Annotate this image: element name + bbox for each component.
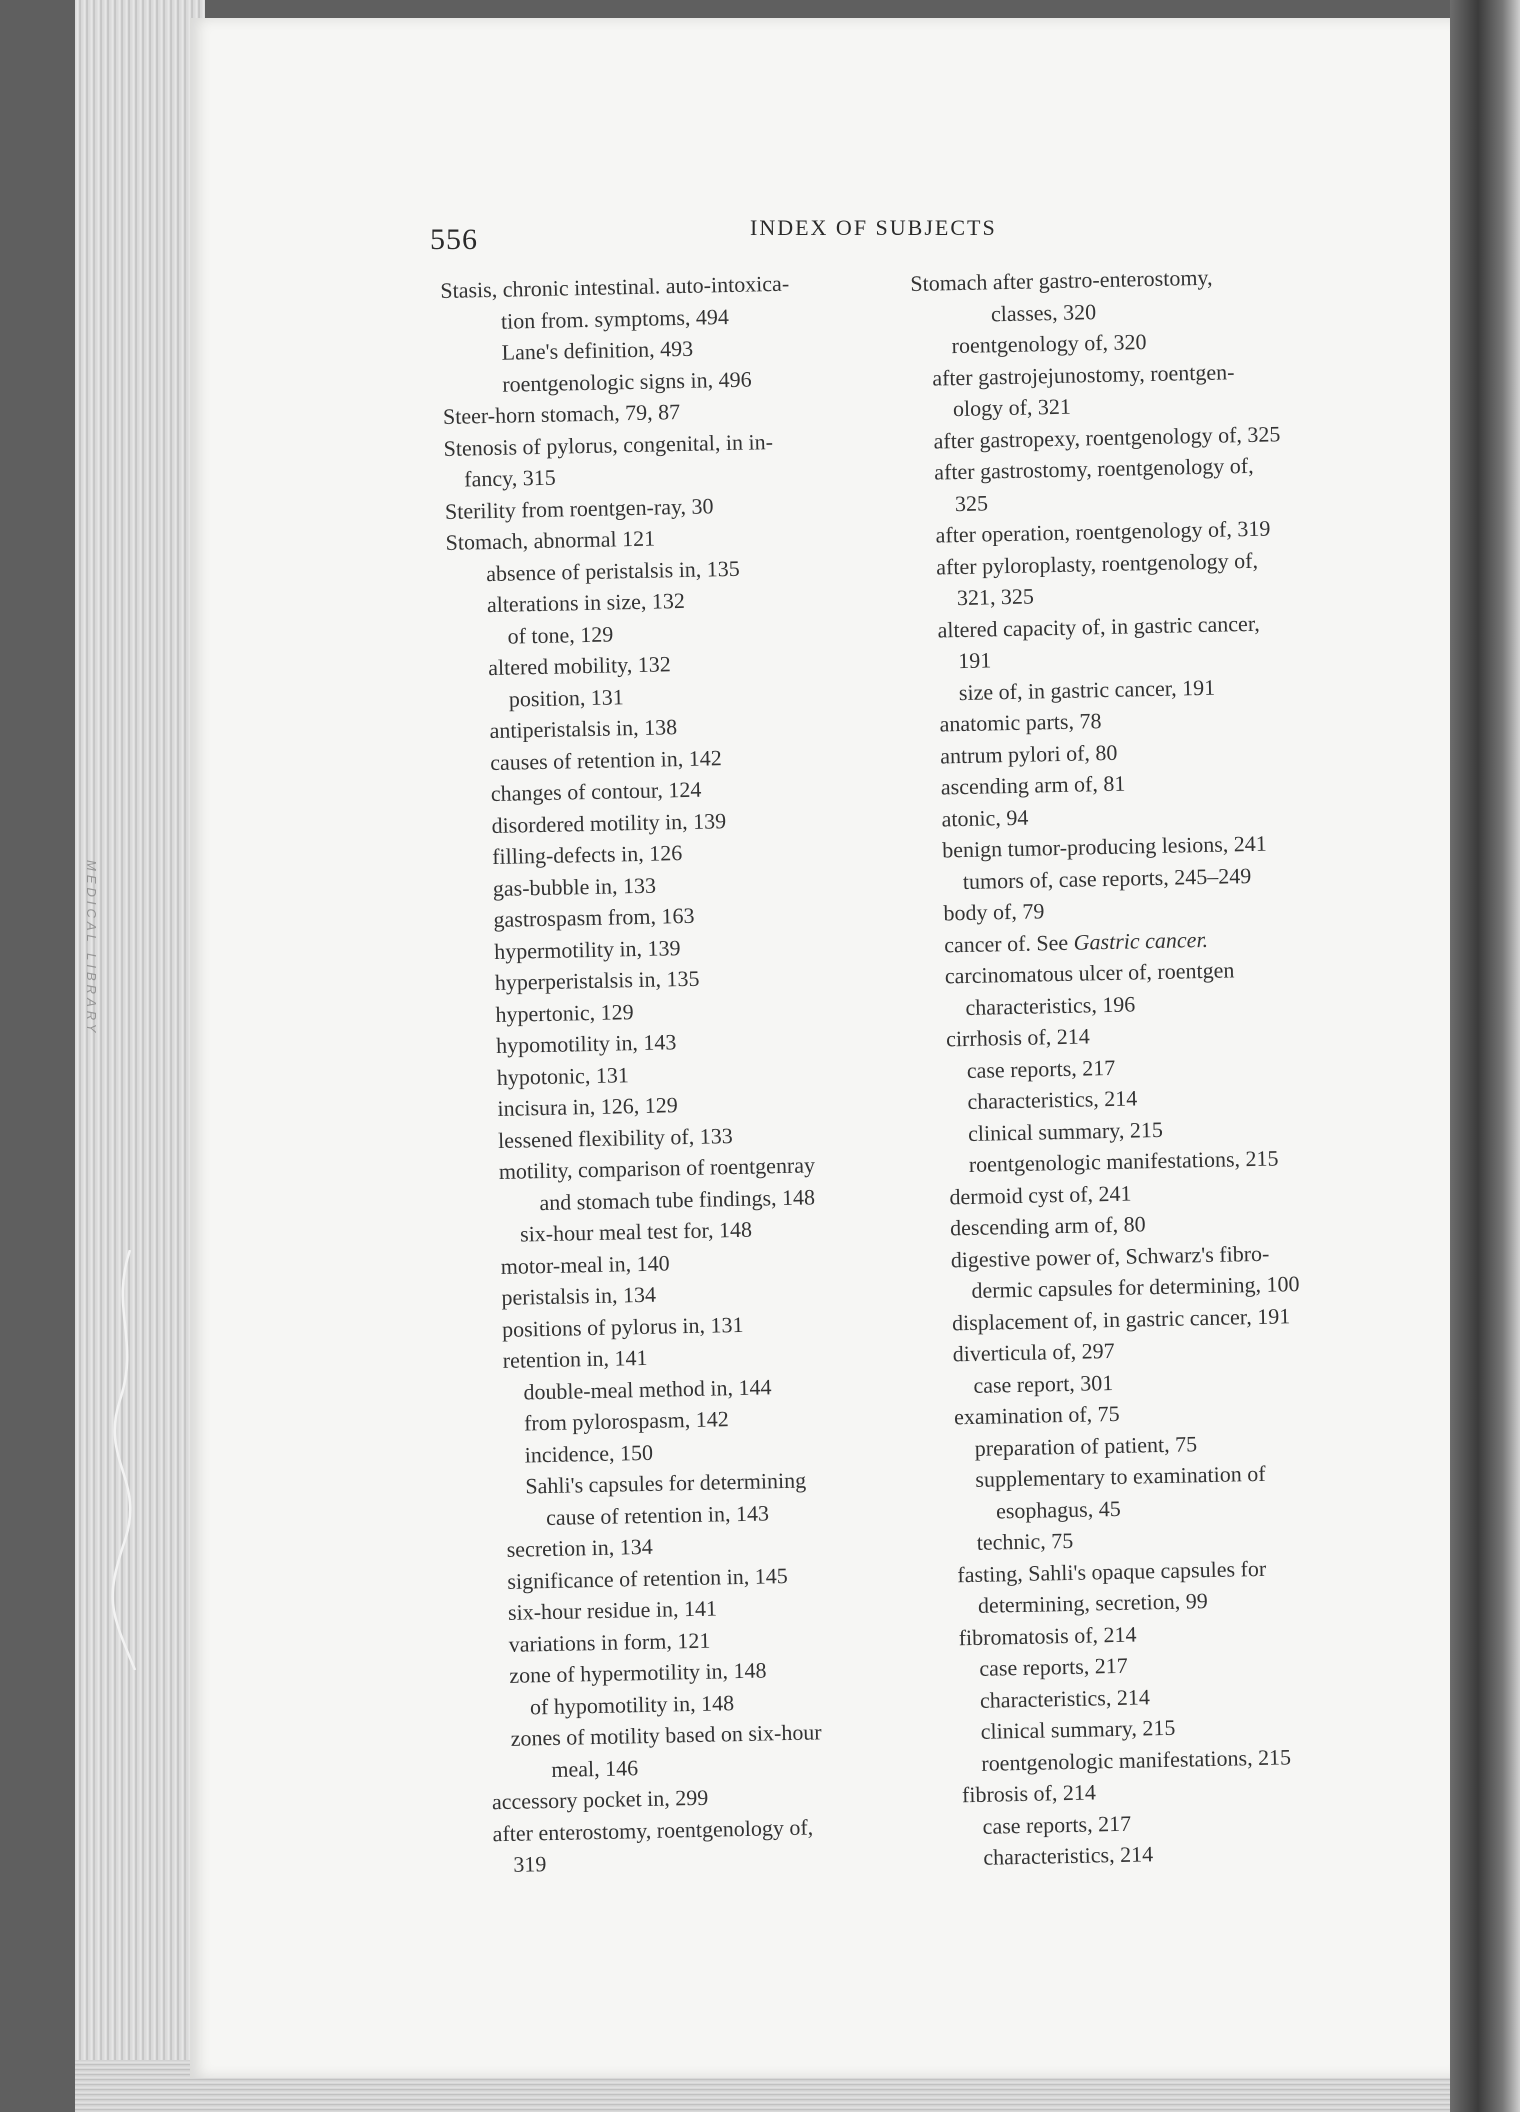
index-entry-text: retention in, 141 [502, 1344, 648, 1373]
index-entry-text: case report, 301 [973, 1369, 1114, 1398]
index-entry-text: roentgenologic manifestations, 215 [968, 1145, 1279, 1177]
index-column-right [910, 258, 1424, 1874]
index-entry-text: esophagus, 45 [995, 1495, 1121, 1523]
index-entry-text: variations in form, 121 [508, 1627, 711, 1657]
index-entry-text: tion from. symptoms, 494 [500, 303, 730, 334]
index-entry-text: position, 131 [508, 683, 625, 712]
index-entry-text: gas-bubble in, 133 [492, 872, 657, 901]
index-entry-text: diverticula of, 297 [952, 1337, 1115, 1367]
index-entry-text: Sterility from roentgen-ray, 30 [444, 492, 714, 524]
index-entry-text: ology of, 321 [952, 393, 1072, 422]
index-entry-text: of hypomotility in, 148 [529, 1689, 735, 1719]
index-entry-text: roentgenologic signs in, 496 [502, 366, 752, 397]
index-entry-text: hypotonic, 131 [496, 1061, 630, 1090]
index-entry-text: meal, 146 [551, 1754, 639, 1782]
page-edges [75, 0, 205, 2112]
index-entry-text: Stomach after gastro-enterostomy, [910, 264, 1213, 296]
index-entry-text: gastrospasm from, 163 [493, 902, 695, 933]
index-entry-text: secretion in, 134 [506, 1533, 653, 1562]
index-entry-text: fibromatosis of, 214 [958, 1621, 1137, 1650]
index-entry-text: from pylorospasm, 142 [523, 1406, 729, 1436]
index-entry-text: descending arm of, 80 [949, 1211, 1146, 1241]
index-entry-text: after pyloroplasty, roentgenology of, [935, 547, 1259, 580]
index-entry-text: cirrhosis of, 214 [945, 1023, 1090, 1052]
index-entry-text: after operation, roentgenology of, 319 [935, 515, 1271, 548]
cross-reference: Gastric cancer. [1073, 926, 1209, 955]
index-entry-text: 319 [513, 1851, 547, 1877]
index-entry-text: dermoid cyst of, 241 [949, 1180, 1132, 1209]
index-entry-text: changes of contour, 124 [490, 776, 702, 807]
index-entry-text: carcinomatous ulcer of, roentgen [944, 957, 1235, 989]
index-entry-text: Lane's definition, 493 [501, 335, 694, 365]
index-entry-text: 321, 325 [956, 583, 1035, 611]
library-stamp: MEDICAL LIBRARY [84, 860, 99, 1037]
index-entry-text: 325 [954, 489, 989, 516]
index-entry-text: after gastrojejunostomy, roentgen- [932, 358, 1235, 391]
index-entry-text: disordered motility in, 139 [491, 807, 727, 838]
index-entry-text: significance of retention in, 145 [507, 1562, 788, 1594]
index-entry-text: causes of retention in, 142 [489, 744, 722, 775]
index-entry-text: hypermotility in, 139 [493, 934, 681, 964]
index-entry-text: incidence, 150 [524, 1439, 654, 1467]
index-entry-text: characteristics, 214 [979, 1683, 1151, 1713]
index-entry-text: antiperistalsis in, 138 [489, 714, 678, 744]
index-entry-text: accessory pocket in, 299 [491, 1784, 709, 1815]
index-entry-text: supplementary to examination of [975, 1460, 1266, 1492]
index-entry-text: positions of pylorus in, 131 [501, 1311, 744, 1342]
index-entry-text: displacement of, in gastric cancer, 191 [951, 1302, 1291, 1335]
index-entry-text: peristalsis in, 134 [501, 1281, 657, 1310]
index-entry-text: hyperperistalsis in, 135 [494, 965, 700, 996]
running-head: INDEX OF SUBJECTS [750, 215, 997, 240]
index-entry-text: after gastrostomy, roentgenology of, [934, 452, 1254, 485]
index-entry-text: technic, 75 [976, 1527, 1074, 1555]
index-entry-text: roentgenology of, 320 [951, 329, 1147, 359]
index-entry-text: cause of retention in, 143 [545, 1499, 770, 1530]
index-entry-text: after enterostomy, roentgenology of, [492, 1814, 814, 1846]
index-entry-text: Stasis, chronic intestinal. auto-intoxica- [440, 270, 790, 303]
index-entry-text: hypomotility in, 143 [495, 1029, 677, 1058]
index-entry-text: after gastropexy, roentgenology of, 325 [933, 420, 1281, 454]
index-entry-text: anatomic parts, 78 [939, 708, 1102, 737]
index-entry-text: classes, 320 [990, 298, 1097, 326]
index-column-left [440, 265, 944, 1881]
index-entry-text: examination of, 75 [953, 1400, 1120, 1430]
index-entry-text: atonic, 94 [941, 804, 1029, 831]
index-entry-text: digestive power of, Schwarz's fibro- [950, 1240, 1270, 1272]
page-header [430, 215, 1030, 265]
index-entry-text: Stomach, abnormal 121 [445, 525, 656, 555]
page-number: 556 [430, 223, 478, 256]
index-entry-text: lessened flexibility of, 133 [497, 1122, 733, 1153]
index-entry-text: case reports, 217 [979, 1652, 1129, 1681]
index-entry-text: fibrosis of, 214 [961, 1779, 1097, 1808]
index-entry-text: ascending arm of, 81 [940, 770, 1126, 800]
index-entry-text: double-meal method in, 144 [523, 1373, 772, 1404]
index-entry-text: of tone, 129 [507, 620, 614, 649]
bookmark-thread [100, 1250, 160, 1670]
index-entry-text: six-hour meal test for, 148 [519, 1216, 753, 1247]
index-entry-text: incisura in, 126, 129 [497, 1092, 678, 1121]
index-entry-text: antrum pylori of, 80 [939, 739, 1118, 768]
index-entry-text: 191 [957, 647, 992, 674]
index-entry-text: body of, 79 [943, 898, 1045, 926]
index-entry-text: characteristics, 214 [983, 1841, 1154, 1870]
index-entry-text: Stenosis of pylorus, congenital, in in- [443, 428, 774, 461]
index-entry-text: benign tumor-producing lesions, 241 [941, 830, 1268, 863]
index-entry-text: and stomach tube findings, 148 [539, 1183, 816, 1215]
index-entry-text: determining, secretion, 99 [977, 1588, 1208, 1618]
index-entry-text: characteristics, 214 [967, 1085, 1138, 1114]
index-entry-text: filling-defects in, 126 [491, 840, 683, 870]
index-entry-text: six-hour residue in, 141 [507, 1595, 718, 1625]
facing-page-shadow [1450, 0, 1520, 2112]
index-entry-text: case reports, 217 [982, 1810, 1132, 1839]
index-entry-text: characteristics, 196 [965, 990, 1136, 1020]
index-entry-text: clinical summary, 215 [980, 1714, 1176, 1744]
index-entry-text: cancer of. See [943, 929, 1074, 957]
index-entry-text: zone of hypermotility in, 148 [509, 1657, 767, 1688]
index-entry-text: Sahli's capsules for determining [525, 1467, 807, 1499]
index-entry-text: Steer-horn stomach, 79, 87 [442, 399, 681, 429]
index-entry-text: altered capacity of, in gastric cancer, [937, 610, 1260, 642]
index-entry-text: motility, comparison of roentgenray [498, 1152, 816, 1184]
index-entry-text: dermic capsules for determining, 100 [971, 1271, 1300, 1303]
index-entry-text: preparation of patient, 75 [974, 1430, 1198, 1461]
index-entry-text: roentgenologic manifestations, 215 [981, 1743, 1292, 1776]
index-entry-text: alterations in size, 132 [486, 587, 686, 618]
index-entry-text: case reports, 217 [966, 1054, 1116, 1083]
index-entry-text: hypertonic, 129 [495, 998, 634, 1027]
index-entry-text: altered mobility, 132 [487, 651, 671, 681]
index-entry-text: motor-meal in, 140 [500, 1249, 670, 1279]
index-entry-text: fasting, Sahli's opaque capsules for [957, 1555, 1267, 1587]
index-entry-text: tumors of, case reports, 245–249 [962, 862, 1252, 894]
index-entry-text: size of, in gastric cancer, 191 [958, 674, 1216, 705]
index-entry-text: clinical summary, 215 [967, 1116, 1164, 1146]
index-entry-text: zones of motility based on six-hour [510, 1719, 822, 1751]
index-entry-text: absence of peristalsis in, 135 [485, 555, 741, 586]
index-entry-text: fancy, 315 [464, 464, 556, 492]
